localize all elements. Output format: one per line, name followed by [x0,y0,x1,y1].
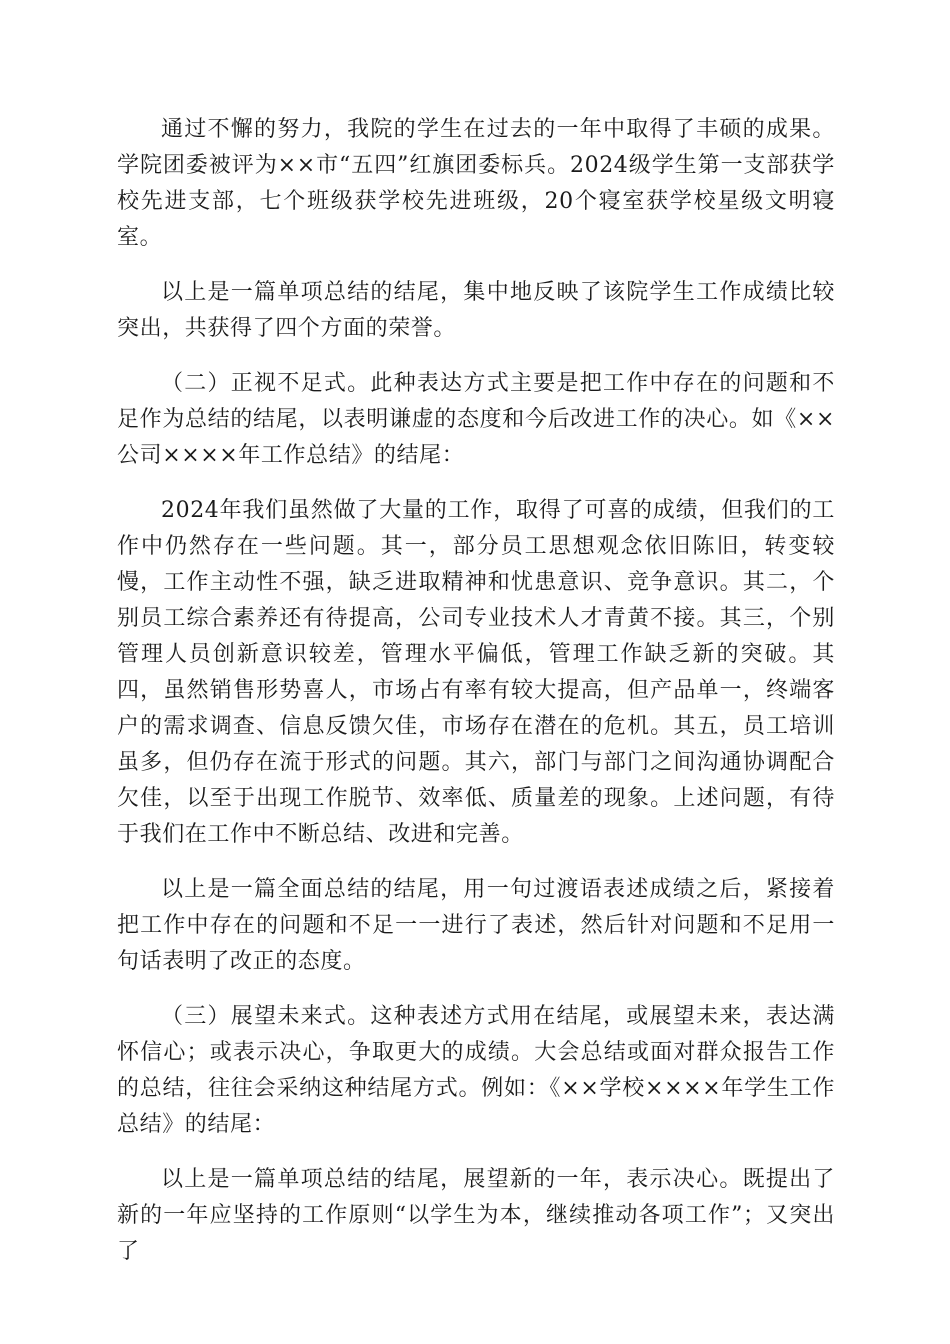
paragraph-section-three: （三）展望未来式。这种表述方式用在结尾，或展望未来，表达满怀信心；或表示决心，争取更大的成绩。大会总结或面对群众报告工作的总结，往往会采纳这种结尾方式。例如：《××学校××××年学生工作总结》的结尾： [117,1004,835,1137]
paragraph-section-two: （二）正视不足式。此种表达方式主要是把工作中存在的问题和不足作为总结的结尾，以表明谦虚的态度和今后改进工作的决心。如《××公司××××年工作总结》的结尾： [117,371,835,468]
paragraph-commentary-single: 以上是一篇单项总结的结尾，集中地反映了该院学生工作成绩比较突出，共获得了四个方面的荣誉。 [117,280,835,341]
paragraph-achievements: 通过不懈的努力，我院的学生在过去的一年中取得了丰硕的成果。学院团委被评为××市“五四”红旗团委标兵。2024级学生第一支部获学校先进支部，七个班级获学校先进班级，20个寝室获学校星级文明寝室。 [117,117,835,250]
paragraph-problems: 2024年我们虽然做了大量的工作，取得了可喜的成绩，但我们的工作中仍然存在一些问题。其一，部分员工思想观念依旧陈旧，转变较慢，工作主动性不强，缺乏进取精神和忧患意识、竞争意识。其二，个别员工综合素养还有待提高，公司专业技术人才青黄不接。其三，个别管理人员创新意识较差，管理水平偏低，管理工作缺乏新的突破。其四，虽然销售形势喜人，市场占有率有较大提高，但产品单一，终端客户的需求调查、信息反馈欠佳，市场存在潜在的危机。其五，员工培训虽多，但仍存在流于形式的问题。其六，部门与部门之间沟通协调配合欠佳，以至于出现工作脱节、效率低、质量差的现象。上述问题，有待于我们在工作中不断总结、改进和完善。 [117,498,835,847]
paragraph-commentary-full: 以上是一篇全面总结的结尾，用一句过渡语表述成绩之后，紧接着把工作中存在的问题和不足一一进行了表述，然后针对问题和不足用一句话表明了改正的态度。 [117,877,835,974]
paragraph-commentary-outlook: 以上是一篇单项总结的结尾，展望新的一年，表示决心。既提出了新的一年应坚持的工作原则“以学生为本，继续推动各项工作”；又突出了 [117,1167,835,1264]
document-body [117,112,835,1289]
